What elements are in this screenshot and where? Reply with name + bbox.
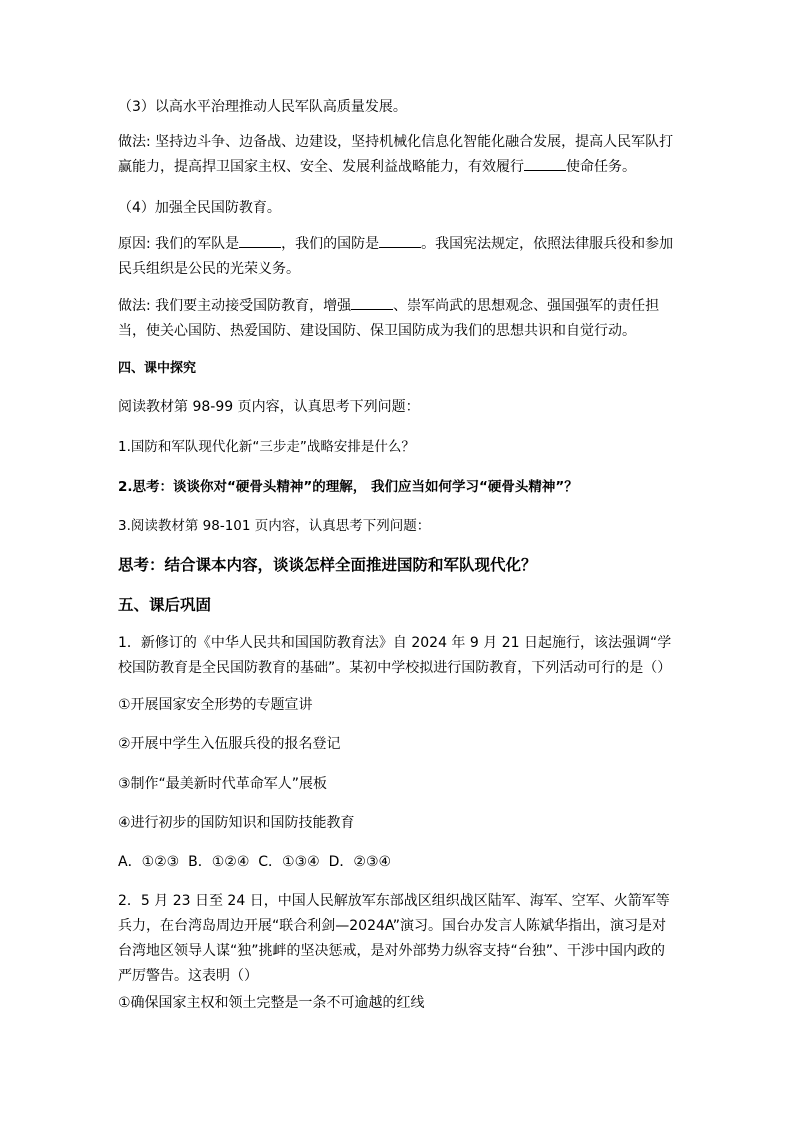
section-3-heading: （3）以高水平治理推动人民军队高质量发展。 [118,99,407,115]
question-3: 3.阅读教材第 98-101 页内容，认真思考下列问题： [118,518,431,534]
exercise-1-option-4: ④进行初步的国防知识和国防技能教育 [118,815,355,831]
fill-blank[interactable] [351,295,393,310]
exercise-2-option-1: ①确保国家主权和领土完整是一条不可逾越的红线 [118,995,425,1011]
exercise-2-stem: 2．5 月 23 日至 24 日，中国人民解放军东部战区组织战区陆军、海军、空军、火箭军等兵力，在台湾岛周边开展“联合利剑—2024A”演习。国台办发言人陈斌华指出，演习是对台湾地区领导人谋“独”挑衅的坚决惩戒，是对外部势力纵容支持“台独”、干涉中国内政的严厉警告。这表明（） [118,893,670,984]
section-4-heading: （4）加强全民国防教育。 [118,200,281,216]
exercise-1-option-1: ①开展国家安全形势的专题宣讲 [118,697,313,713]
part-5-heading: 五、课后巩固 [118,596,212,614]
section-4-practice: 做法: 我们要主动接受国防教育，增强 、崇军尚武的思想观念、强国强军的责任担当，使关心国防、热爱国防、建设国防、保卫国防成为我们的思想共识和自觉行动。 [118,294,678,344]
question-1: 1.国防和军队现代化新“三步走”战略安排是什么？ [118,439,415,455]
fill-blank[interactable] [239,233,281,248]
exercise-1-option-3: ③制作“最美新时代革命军人”展板 [118,776,328,792]
section-3-practice: 做法: 坚持边斗争、边备战、边建设，坚持机械化信息化智能化融合发展，提高人民军队打赢能力，提高捍卫国家主权、安全、发展利益战略能力，有效履行 使命任务。 [118,134,674,175]
exercise-1-stem: 1．新修订的《中华人民共和国国防教育法》自 2024 年 9 月 21 日起施行，该法强调“学校国防教育是全民国防教育的基础”。某初中学校拟进行国防教育，下列活动可行的是（） [118,635,672,676]
part-4-heading: 四、课中探究 [118,361,197,376]
exercise-1-choices: A．①②③ B．①②④ C．①③④ D．②③④ [118,854,392,870]
think-prompt: 思考：结合课本内容，谈谈怎样全面推进国防和军队现代化？ [118,556,537,574]
reading-instruction: 阅读教材第 98-99 页内容，认真思考下列问题： [118,399,420,415]
question-2: 2.思考：谈谈你对“硬骨头精神”的理解， 我们应当如何学习“硬骨头精神”？ [118,479,578,495]
fill-blank[interactable] [379,233,421,248]
section-4-reason: 原因: 我们的军队是 ，我们的国防是 。我国宪法规定，依照法律服兵役和参加民兵组织是公民的光荣义务。 [118,232,678,282]
fill-blank[interactable] [524,156,566,171]
exercise-1-option-2: ②开展中学生入伍服兵役的报名登记 [118,736,341,752]
